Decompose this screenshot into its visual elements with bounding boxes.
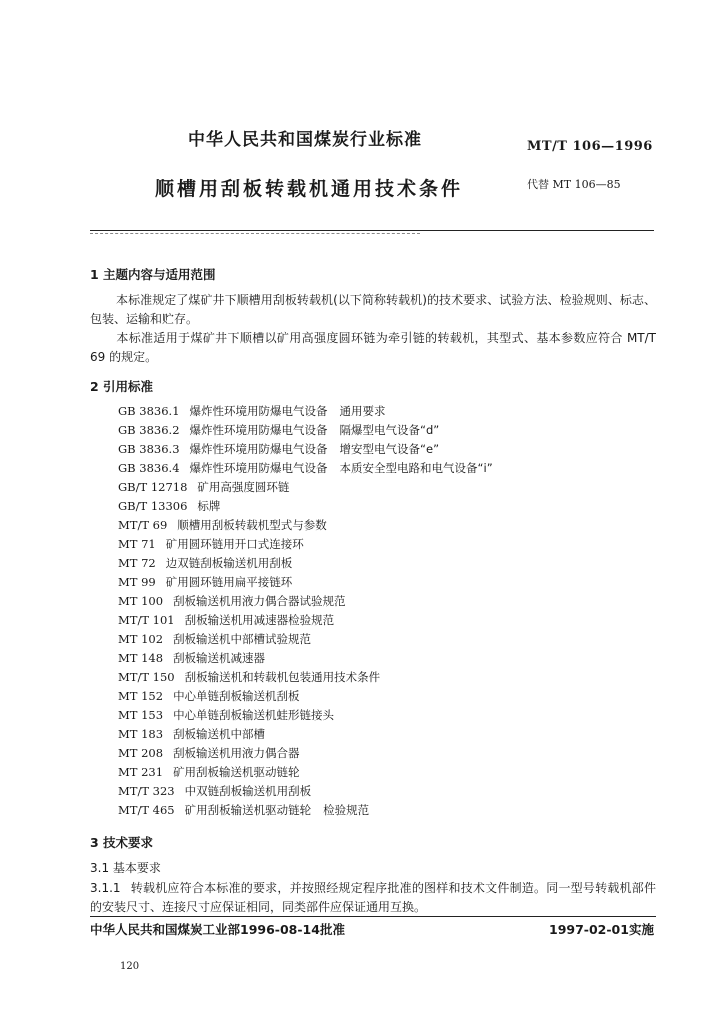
reference-item	[118, 763, 493, 782]
header-divider	[90, 230, 654, 231]
reference-code: MT 208	[118, 746, 164, 760]
footer-divider	[90, 916, 656, 917]
header-divider-faint	[90, 233, 420, 234]
reference-code: MT/T 69	[118, 518, 168, 532]
reference-code: GB 3836.2	[118, 423, 180, 437]
subsection-3-1: 3.1 基本要求	[90, 861, 161, 875]
clause-3-1-1	[90, 879, 656, 917]
section-1-paragraph-2-text: 本标准适用于煤矿井下顺槽以矿用高强度圆环链为牵引链的转载机，其型式、基本参数应符合 MT/T 69 的规定。	[90, 331, 656, 364]
reference-item	[118, 668, 493, 687]
reference-code: MT/T 323	[118, 784, 175, 798]
reference-item	[118, 535, 493, 554]
reference-title: 中心单链刮板输送机刮板	[173, 689, 300, 703]
section-1-paragraph-1	[90, 291, 656, 329]
reference-item	[118, 402, 493, 421]
reference-code: GB/T 13306	[118, 499, 188, 513]
reference-item	[118, 744, 493, 763]
section-2-heading: 2 引用标准	[90, 379, 154, 394]
reference-code: GB 3836.3	[118, 442, 180, 456]
reference-code: MT 148	[118, 651, 164, 665]
standard-code: MT/T 106—1996	[527, 139, 653, 154]
reference-title: 顺槽用刮板转载机型式与参数	[177, 518, 327, 532]
reference-code: MT 231	[118, 765, 164, 779]
reference-title: 刮板输送机减速器	[173, 651, 266, 665]
effective-date: 1997-02-01实施	[549, 922, 654, 937]
reference-code: MT 100	[118, 594, 164, 608]
reference-item	[118, 630, 493, 649]
reference-title: 矿用圆环链用开口式连接环	[165, 537, 304, 551]
reference-code: MT 102	[118, 632, 164, 646]
reference-subtitle: 检验规范	[323, 803, 370, 817]
reference-code: MT 153	[118, 708, 164, 722]
reference-code: MT/T 101	[118, 613, 175, 627]
reference-item	[118, 706, 493, 725]
reference-title: 矿用高强度圆环链	[197, 480, 290, 494]
reference-code: MT 152	[118, 689, 164, 703]
reference-subtitle: 通用要求	[339, 404, 386, 418]
reference-subtitle: 本质安全型电路和电气设备“i”	[339, 461, 493, 475]
section-1-paragraph-2	[90, 329, 656, 367]
issuing-organization: 中华人民共和国煤炭行业标准	[188, 130, 422, 150]
reference-code: MT 99	[118, 575, 156, 589]
reference-item	[118, 611, 493, 630]
reference-title: 矿用圆环链用扁平接链环	[165, 575, 293, 589]
reference-item	[118, 459, 493, 478]
section-3-heading: 3 技术要求	[90, 835, 154, 850]
reference-item	[118, 440, 493, 459]
reference-item	[118, 497, 493, 516]
reference-item	[118, 782, 493, 801]
reference-title: 爆炸性环境用防爆电气设备	[189, 404, 328, 418]
reference-title: 刮板输送机中部槽试验规范	[173, 632, 312, 646]
reference-title: 爆炸性环境用防爆电气设备	[189, 442, 328, 456]
reference-item	[118, 801, 493, 820]
reference-list	[118, 402, 493, 820]
reference-subtitle: 隔爆型电气设备“d”	[339, 423, 440, 437]
reference-title: 标牌	[197, 499, 221, 513]
reference-title: 爆炸性环境用防爆电气设备	[189, 423, 328, 437]
document-title: 顺槽用刮板转载机通用技术条件	[155, 178, 464, 200]
reference-title: 刮板输送机和转载机包装通用技术条件	[184, 670, 381, 684]
reference-title: 边双链刮板输送机用刮板	[165, 556, 293, 570]
reference-title: 刮板输送机中部槽	[173, 727, 266, 741]
reference-code: MT 71	[118, 537, 156, 551]
reference-code: GB/T 12718	[118, 480, 188, 494]
reference-code: MT 72	[118, 556, 156, 570]
reference-title: 刮板输送机用液力偶合器	[173, 746, 300, 760]
reference-item	[118, 554, 493, 573]
reference-title: 中双链刮板输送机用刮板	[184, 784, 312, 798]
section-1-paragraph-1-text: 本标准规定了煤矿井下顺槽用刮板转载机(以下简称转载机)的技术要求、试验方法、检验规则、标志、包装、运输和贮存。	[90, 293, 656, 326]
reference-item	[118, 649, 493, 668]
reference-item	[118, 687, 493, 706]
reference-item	[118, 725, 493, 744]
clause-text: 转载机应符合本标准的要求，并按照经规定程序批准的图样和技术文件制造。同一型号转载机部件的安装尺寸、连接尺寸应保证相同，同类部件应保证通用互换。	[90, 881, 656, 914]
reference-code: MT 183	[118, 727, 164, 741]
reference-title: 矿用刮板输送机驱动链轮	[184, 803, 312, 817]
reference-item	[118, 592, 493, 611]
reference-item	[118, 478, 493, 497]
clause-number: 3.1.1	[90, 881, 121, 895]
approval-statement: 中华人民共和国煤炭工业部1996-08-14批准	[90, 922, 345, 937]
reference-code: MT/T 150	[118, 670, 175, 684]
reference-title: 刮板输送机用减速器检验规范	[184, 613, 335, 627]
reference-item	[118, 421, 493, 440]
reference-item	[118, 573, 493, 592]
reference-code: MT/T 465	[118, 803, 175, 817]
reference-title: 刮板输送机用液力偶合器试验规范	[173, 594, 346, 608]
reference-subtitle: 增安型电气设备“e”	[339, 442, 440, 456]
reference-title: 矿用刮板输送机驱动链轮	[173, 765, 300, 779]
reference-code: GB 3836.1	[118, 404, 180, 418]
section-1-heading: 1 主题内容与适用范围	[90, 267, 216, 282]
reference-title: 中心单链刮板输送机蛙形链接头	[173, 708, 335, 722]
reference-item	[118, 516, 493, 535]
reference-code: GB 3836.4	[118, 461, 180, 475]
page-number: 120	[120, 961, 140, 972]
replaces-note: 代替 MT 106—85	[527, 178, 621, 191]
reference-title: 爆炸性环境用防爆电气设备	[189, 461, 328, 475]
